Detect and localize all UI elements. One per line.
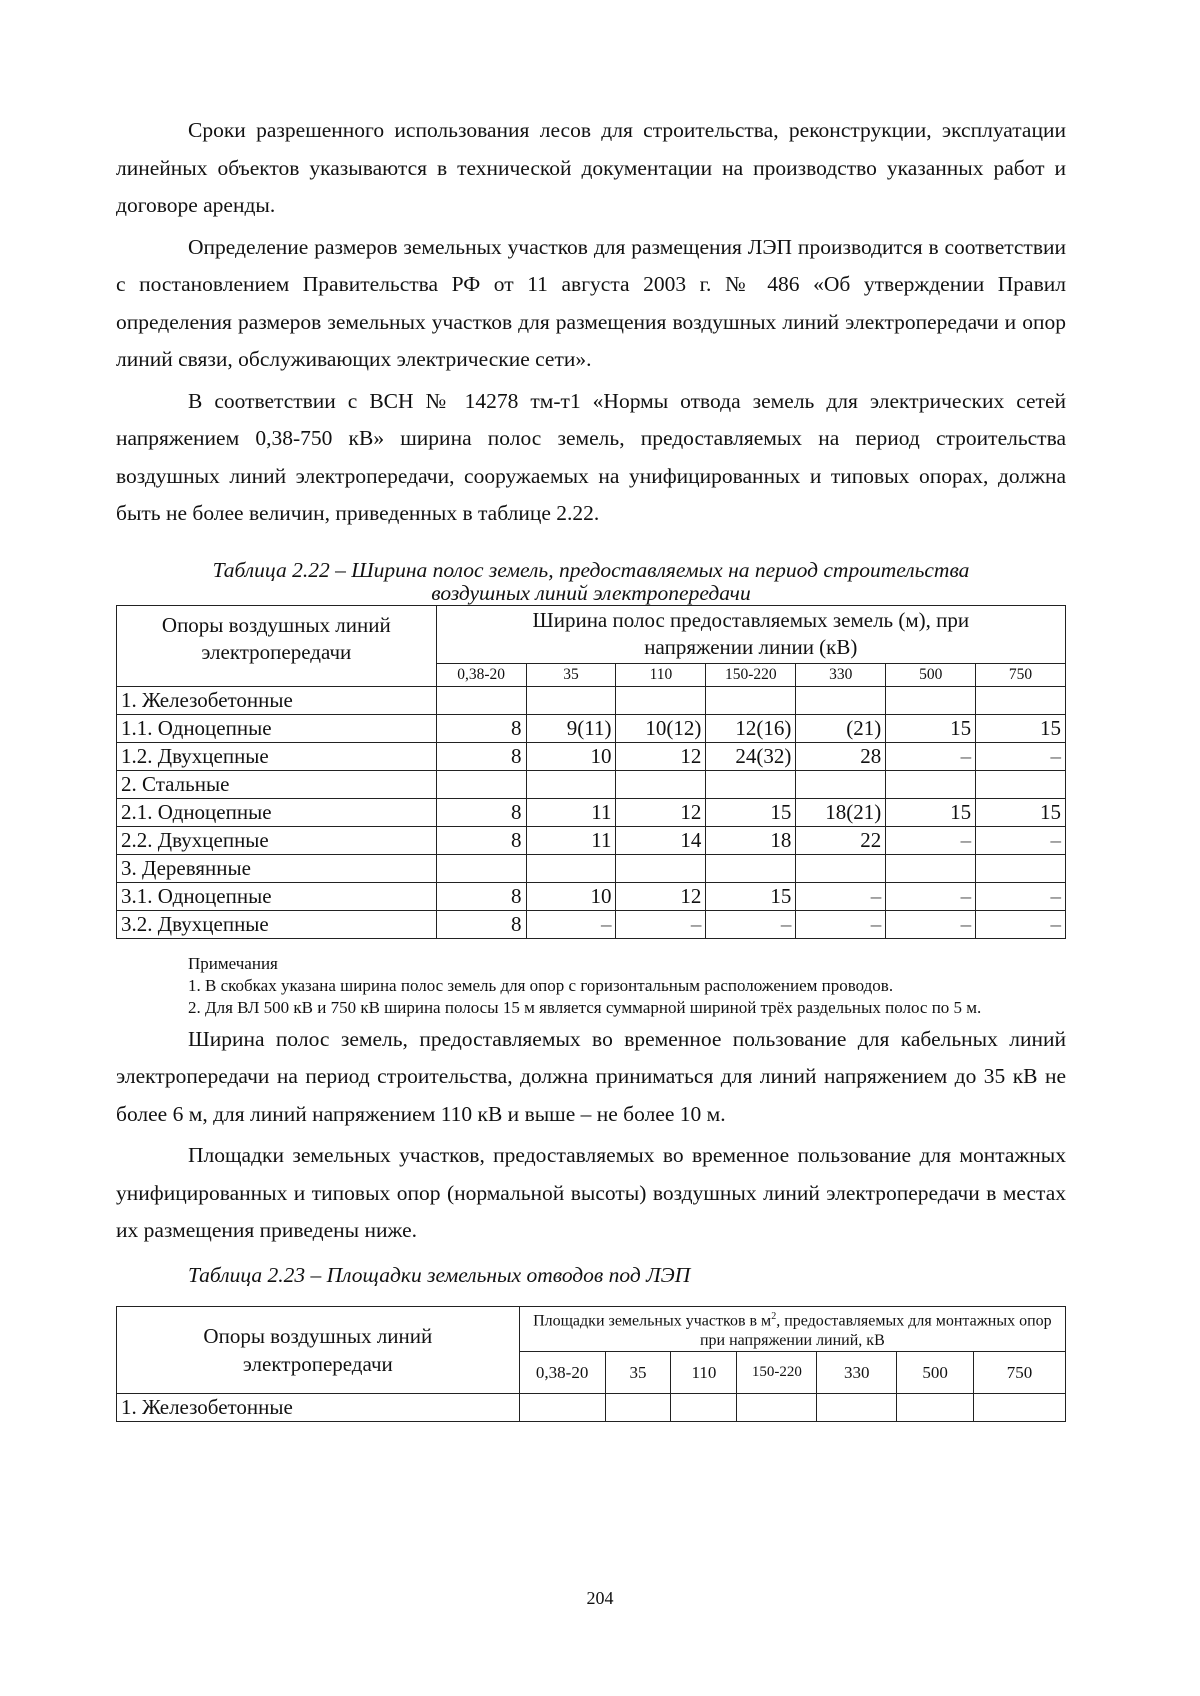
row-label: 1.2. Двухцепные (117, 742, 437, 770)
table-cell (737, 1393, 817, 1421)
table-cell (706, 686, 796, 714)
table-cell: 10(12) (616, 714, 706, 742)
paragraph-vsn-norms: В соответствии с ВСН № 14278 тм-т1 «Нормы отвода земель для электрических сетей напряжением 0,38-750 кВ» ширина полос земель, предоставляемых на период строительства воздушных линий электропередачи, сооружаемых на унифицированных и типовых опорах, должна быть не более величин, приведенных в таблице 2.22. (116, 388, 1066, 525)
table-cell (886, 770, 976, 798)
table-cell (706, 770, 796, 798)
table-2-22-caption-line2: воздушных линий электропередачи (431, 580, 751, 605)
table-cell: 15 (976, 798, 1066, 826)
table-cell (886, 854, 976, 882)
table-2-23-caption: Таблица 2.23 – Площадки земельных отводов под ЛЭП (188, 1262, 691, 1287)
table-cell (976, 770, 1066, 798)
table-row (117, 770, 1066, 798)
table-cell: 28 (796, 742, 886, 770)
table-cell: – (526, 910, 616, 938)
table-cell: 15 (886, 714, 976, 742)
table-cell: – (706, 910, 796, 938)
table-2-23 (116, 1306, 1066, 1422)
table-2-23-voltage-header: 330 (817, 1351, 897, 1393)
table-cell (436, 770, 526, 798)
table-2-23-voltage-header: 0,38-20 (519, 1351, 605, 1393)
row-label: 3.2. Двухцепные (117, 910, 437, 938)
table-row (117, 1393, 1066, 1421)
table-cell: 10 (526, 742, 616, 770)
table-2-22-voltage-header: 35 (526, 663, 616, 686)
table-cell (796, 770, 886, 798)
table-2-22-caption (116, 559, 1066, 605)
table-2-23-header-sites-a: Площадки земельных участков в м (533, 1311, 772, 1329)
table-cell (976, 686, 1066, 714)
notes-title: Примечания (188, 953, 278, 973)
table-cell: 8 (436, 742, 526, 770)
table-2-22-voltage-header: 110 (616, 663, 706, 686)
table-cell: 11 (526, 798, 616, 826)
table-2-22-voltage-header: 330 (796, 663, 886, 686)
table-cell (436, 686, 526, 714)
table-cell: – (886, 826, 976, 854)
table-cell: 24(32) (706, 742, 796, 770)
table-cell: – (886, 742, 976, 770)
table-2-22-voltage-header: 500 (886, 663, 976, 686)
paragraph-forest-use-terms: Сроки разрешенного использования лесов для строительства, реконструкции, эксплуатации линейных объектов указываются в технической документации на производство указанных работ и договоре аренды. (116, 118, 1066, 217)
table-cell: – (796, 882, 886, 910)
row-label: 1.1. Одноцепные (117, 714, 437, 742)
table-cell (976, 854, 1066, 882)
table-2-23-header-sup: 2 (771, 1310, 777, 1322)
table-cell: – (976, 742, 1066, 770)
table-2-22-voltage-header: 750 (976, 663, 1066, 686)
table-cell: 8 (436, 882, 526, 910)
table-cell: – (976, 882, 1066, 910)
table-2-23-voltage-header: 150-220 (737, 1351, 817, 1393)
row-label: 2.2. Двухцепные (117, 826, 437, 854)
row-label: 3.1. Одноцепные (117, 882, 437, 910)
table-row (117, 882, 1066, 910)
table-2-23-voltage-header: 110 (671, 1351, 737, 1393)
table-cell (526, 770, 616, 798)
table-2-22 (116, 605, 1066, 939)
note-1: 1. В скобках указана ширина полос земель для опор с горизонтальным расположением проводов. (188, 975, 894, 995)
table-2-22-header-supports: Опоры воздушных линий электропередачи (117, 605, 437, 686)
table-cell: 12 (616, 882, 706, 910)
paragraph-mounting-sites: Площадки земельных участков, предоставляемых во временное пользование для монтажных унифицированных и типовых опор (нормальной высоты) воздушных линий электропередачи в местах их размещения приведены ниже. (116, 1143, 1066, 1242)
table-cell: – (976, 910, 1066, 938)
table-cell: (21) (796, 714, 886, 742)
table-2-23-voltage-header: 500 (897, 1351, 974, 1393)
table-cell: 8 (436, 910, 526, 938)
table-cell: 14 (616, 826, 706, 854)
table-cell: 22 (796, 826, 886, 854)
table-cell (886, 686, 976, 714)
table-notes (116, 953, 1066, 1019)
table-cell: – (886, 910, 976, 938)
table-2-23-voltage-header: 750 (974, 1351, 1066, 1393)
page-number: 204 (586, 1588, 614, 1608)
table-cell (616, 770, 706, 798)
table-cell (817, 1393, 897, 1421)
table-2-23-header-supports: Опоры воздушных линий электропередачи (117, 1306, 520, 1393)
table-cell (796, 686, 886, 714)
row-label: 3. Деревянные (117, 854, 437, 882)
row-label: 1. Железобетонные (117, 1393, 520, 1421)
table-cell: 15 (706, 882, 796, 910)
table-2-22-header-width: Ширина полос предоставляемых земель (м), при напряжении линии (кВ) (436, 605, 1065, 663)
table-cell: – (886, 882, 976, 910)
table-2-23-voltage-header: 35 (605, 1351, 671, 1393)
table-cell: 12(16) (706, 714, 796, 742)
table-row (117, 910, 1066, 938)
table-cell (706, 854, 796, 882)
table-cell: 12 (616, 798, 706, 826)
table-2-23-header-sites-b: , предоставляемых для монтажных опор при напряжении линий, кВ (699, 1311, 1052, 1349)
table-cell (796, 854, 886, 882)
table-2-22-voltage-header: 150-220 (706, 663, 796, 686)
table-cell (616, 854, 706, 882)
table-cell: 15 (976, 714, 1066, 742)
table-2-22-caption-line1: Таблица 2.22 – Ширина полос земель, предоставляемых на период строительства (212, 557, 970, 582)
note-2: 2. Для ВЛ 500 кВ и 750 кВ ширина полосы 15 м является суммарной шириной трёх раздельных полос по 5 м. (188, 997, 982, 1017)
paragraph-cable-lines: Ширина полос земель, предоставляемых во временное пользование для кабельных линий электропередачи на период строительства, должна приниматься для линий напряжением до 35 кВ не более 6 м, для линий напряжением 110 кВ и выше – не более 10 м. (116, 1026, 1066, 1126)
row-label: 1. Железобетонные (117, 686, 437, 714)
table-cell (526, 854, 616, 882)
table-cell: – (616, 910, 706, 938)
table-row (117, 686, 1066, 714)
table-cell: 15 (886, 798, 976, 826)
row-label: 2.1. Одноцепные (117, 798, 437, 826)
table-cell (605, 1393, 671, 1421)
table-cell: 8 (436, 826, 526, 854)
table-cell: 9(11) (526, 714, 616, 742)
page-content (116, 112, 1066, 1422)
table-row (117, 798, 1066, 826)
table-cell: 18 (706, 826, 796, 854)
table-cell: 15 (706, 798, 796, 826)
table-2-22-voltage-header: 0,38-20 (436, 663, 526, 686)
table-cell: 10 (526, 882, 616, 910)
table-cell (974, 1393, 1066, 1421)
table-cell (526, 686, 616, 714)
table-cell: 8 (436, 714, 526, 742)
table-cell (897, 1393, 974, 1421)
table-cell: – (976, 826, 1066, 854)
table-2-23-header-sites (519, 1306, 1065, 1351)
table-row (117, 826, 1066, 854)
table-cell (671, 1393, 737, 1421)
table-cell: 11 (526, 826, 616, 854)
table-cell (436, 854, 526, 882)
table-row (117, 742, 1066, 770)
table-cell (616, 686, 706, 714)
table-cell (519, 1393, 605, 1421)
table-cell: – (796, 910, 886, 938)
table-cell: 8 (436, 798, 526, 826)
table-cell: 18(21) (796, 798, 886, 826)
table-row (117, 714, 1066, 742)
table-cell: 12 (616, 742, 706, 770)
row-label: 2. Стальные (117, 770, 437, 798)
table-row (117, 854, 1066, 882)
paragraph-land-plot-sizes: Определение размеров земельных участков для размещения ЛЭП производится в соответствии с постановлением Правительства РФ от 11 августа 2003 г. № 486 «Об утверждении Правил определения размеров земельных участков для размещения воздушных линий электропередачи и опор линий связи, обслуживающих электрические сети». (116, 234, 1066, 371)
